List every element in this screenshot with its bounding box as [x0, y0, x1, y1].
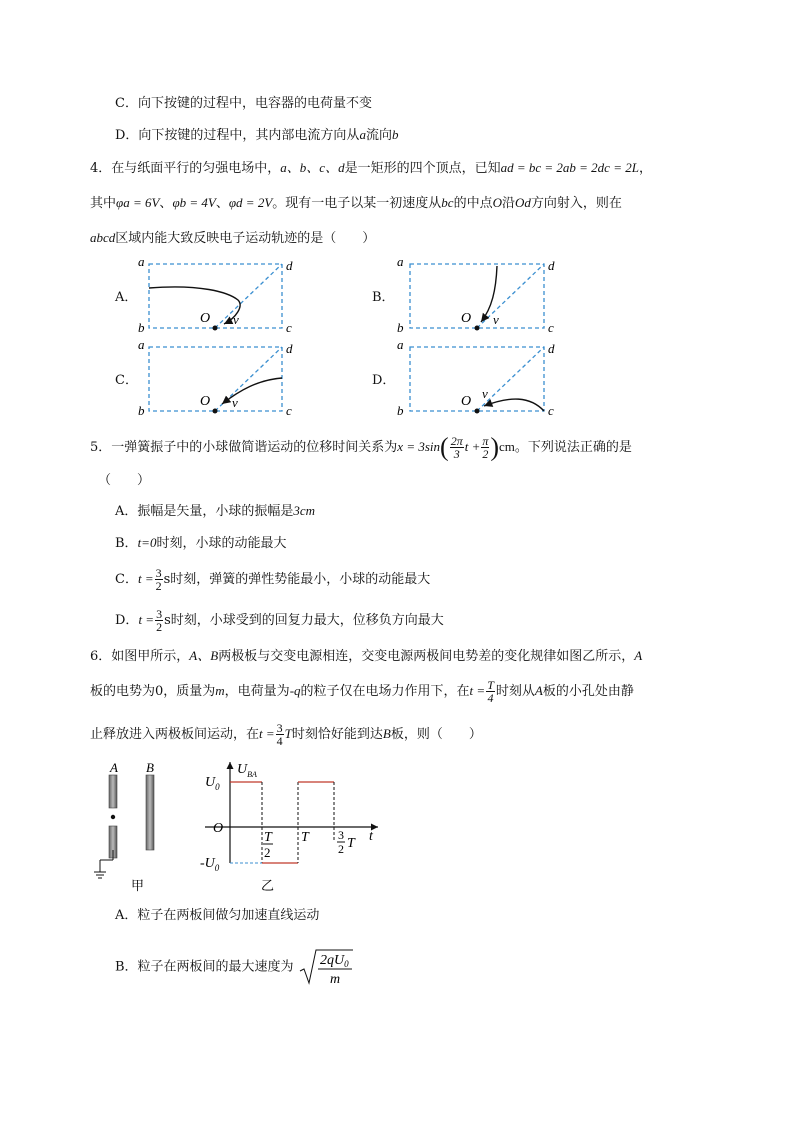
q5-eq-t: t + [464, 439, 481, 454]
q6-l3b: 时刻恰好能到达 [291, 727, 383, 742]
figure-yi-label: 乙 [261, 878, 275, 893]
vmax-den: m [329, 972, 340, 987]
q4-option-c-label[interactable]: C． [115, 373, 138, 388]
q6-frac-4b: 4 [276, 734, 283, 748]
q4-phi-d: φd = 2V [228, 195, 273, 210]
corner-d: d [286, 341, 293, 356]
q4-option-d-label[interactable]: D． [372, 373, 396, 388]
corner-b: b [138, 320, 145, 335]
q4-l2a: 其中 [90, 196, 117, 211]
q4-phi-a: φa = 6V [116, 195, 160, 210]
q6-l2a: 板的电势为0，质量为 [90, 684, 216, 699]
q5-frac1-den: 3 [453, 447, 460, 461]
q4-l2b: 。现有一电子以某一初速度从 [272, 196, 442, 211]
q6-option-a[interactable]: A．粒子在两板间做匀加速直线运动 [115, 908, 320, 923]
label-o: O [461, 311, 472, 326]
q4-l2e: 方向射入，则在 [530, 196, 622, 211]
q5-text1: 一弹簧振子中的小球做简谐运动的位移时间关系为 [111, 440, 398, 455]
plate-b-label: B [146, 760, 154, 775]
q6-l3a: 止释放进入两极板间运动，在 [90, 727, 260, 742]
q5-option-c-t: t = [137, 571, 154, 586]
label-o: O [461, 394, 472, 409]
q6-text1: 如图甲所示， [111, 649, 190, 664]
q6-teq2: t = [259, 726, 275, 741]
q6-l2c: 的粒子仅在电场力作用下，在 [300, 684, 470, 699]
q4-vars: a、b、c、d [280, 160, 345, 175]
corner-a: a [138, 254, 145, 269]
q6-line2 [90, 677, 634, 706]
q5-option-b-pre: B． [115, 536, 138, 551]
label-origin: O [213, 821, 224, 836]
corner-a: a [397, 254, 404, 269]
q4-text1: 在与纸面平行的匀强电场中， [111, 161, 281, 176]
q3-option-d-b: b [391, 127, 399, 142]
q4-abcd: abcd [90, 230, 116, 245]
q5-text2: 。下列说法正确的是 [514, 440, 632, 455]
q6-frac-T: T [487, 678, 494, 692]
tick-t2-den: 2 [264, 845, 271, 860]
label-v: v [493, 312, 499, 327]
q6-frac-3: 3 [276, 721, 283, 735]
label-o: O [200, 394, 211, 409]
corner-c: c [548, 320, 554, 335]
corner-b: b [397, 403, 404, 418]
q5-option-c-post: s时刻，弹簧的弹性势能最小，小球的动能最大 [163, 572, 431, 587]
q6-m: m [215, 683, 225, 698]
tick-3t2-den: 2 [338, 842, 344, 856]
q6-b: B [382, 726, 391, 741]
q5-option-d[interactable] [115, 607, 444, 634]
corner-d: d [286, 258, 293, 273]
q5-option-a[interactable] [115, 502, 315, 521]
q6-frac-4: 4 [487, 691, 494, 705]
q6-figure-yi [200, 762, 378, 893]
q5-d-frac-den: 2 [156, 620, 163, 634]
tick-t2-num: T [264, 830, 272, 845]
q4-l2c: 的中点 [453, 196, 493, 211]
q4-number: 4． [90, 161, 112, 176]
q6-line1 [90, 647, 642, 666]
corner-c: c [286, 403, 292, 418]
q5-option-a-text: A．振幅是矢量，小球的振幅是 [115, 504, 294, 519]
q3-option-c: C．向下按键的过程中，电容器的电荷量不变 [115, 96, 372, 111]
q4-bc: bc [441, 195, 454, 210]
q6-teq: t = [469, 683, 486, 698]
q6-minq: -q [289, 683, 301, 698]
q4-phi-b: φb = 4V [172, 195, 216, 210]
plate-a-top [109, 775, 117, 808]
q4-l3: 区域内能大致反映电子运动轨迹的是（ ） [115, 231, 376, 246]
tick-t: T [301, 830, 309, 845]
q5-option-b[interactable] [115, 534, 286, 553]
q4-l2d: 沿 [501, 196, 515, 211]
label-minus-u0: $-U_0$ [200, 856, 220, 873]
sqrt-expression [298, 947, 354, 987]
q4-text2: 是一矩形的四个顶点，已知 [344, 161, 501, 176]
q4-diagram-d [397, 337, 555, 418]
q5-option-b-t: t=0 [137, 535, 157, 550]
q4-option-a-label[interactable]: A． [115, 290, 138, 305]
q4-diagram-b [397, 254, 555, 335]
vmax-num: $2qU_0$ [319, 953, 349, 969]
q4-text3: ， [638, 161, 652, 176]
q5-eq-x: x = 3sin [397, 439, 441, 454]
q3-option-d-a: a [359, 127, 366, 142]
q5-d-frac-num: 3 [156, 607, 163, 621]
q4-trajectory-d [484, 399, 544, 411]
corner-d: d [548, 341, 555, 356]
corner-c: c [286, 320, 292, 335]
axis-t: t [369, 829, 373, 844]
label-v: v [482, 386, 488, 401]
q5-unit: cm [499, 439, 515, 454]
q5-option-d-post: s时刻，小球受到的回复力最大，位移负方向最大 [164, 613, 444, 628]
tick-3t2-num: 3 [338, 828, 344, 842]
label-v: v [233, 312, 239, 327]
q6-T: T [284, 726, 292, 741]
q6-a2: A [534, 683, 543, 698]
axis-uba: $U_{BA}$ [237, 762, 257, 779]
q6-line3 [90, 720, 482, 749]
q6-ab: A、B [189, 648, 219, 663]
label-u0: $U_0$ [205, 775, 220, 792]
corner-a: a [138, 337, 145, 352]
q5-option-c-pre: C． [115, 572, 138, 587]
q5-c-frac-den: 2 [155, 579, 162, 593]
q6-l2e: 板的小孔处由静 [542, 684, 634, 699]
q5-number: 5． [90, 440, 112, 455]
q6-l3c: 板，则（ ） [390, 727, 482, 742]
q6-figure-jia [94, 760, 154, 893]
q6-figures [0, 750, 794, 900]
q4-line2: 其中φa = 6V、φb = 4V、φd = 2V。现有一电子以某一初速度从bc的中点O沿Od方向射入，则在 [90, 195, 622, 211]
q3-option-d-text: D．向下按键的过程中，其内部电流方向从 [115, 128, 360, 143]
tick-3t2-t: T [347, 836, 355, 851]
q4-option-b-label[interactable]: B． [372, 290, 395, 305]
q6-option-b-text: B．粒子在两板间的最大速度为 [115, 959, 294, 975]
q4-diagrams [0, 0, 794, 430]
plate-a-label: A [110, 760, 118, 775]
corner-c: c [548, 403, 554, 418]
q4-diagram-a [138, 254, 293, 335]
label-o: O [200, 311, 211, 326]
q6-l2d: 时刻从 [495, 684, 535, 699]
q6-option-b[interactable] [115, 947, 354, 988]
corner-b: b [397, 320, 404, 335]
q6-l2b: ，电荷量为 [224, 684, 290, 699]
q5-frac1-num: 2π [450, 434, 463, 448]
q5-option-d-t: t = [138, 612, 155, 627]
figure-jia-label: 甲 [131, 878, 145, 893]
plate-b [146, 775, 154, 850]
q4-trajectory-c [222, 378, 282, 404]
corner-d: d [548, 258, 555, 273]
q3-option-d-mid: 流向 [365, 128, 392, 143]
q5-c-frac-num: 3 [155, 566, 162, 580]
q4-relation: ad = bc = 2ab = 2dc = 2L [500, 160, 639, 175]
corner-b: b [138, 403, 145, 418]
hole-dot [111, 815, 115, 819]
q4-diagram-c [138, 337, 293, 418]
corner-a: a [397, 337, 404, 352]
q4-od: Od [514, 195, 531, 210]
label-v: v [232, 395, 238, 410]
q5-option-a-val: 3cm [293, 503, 316, 518]
q6-a: A [634, 648, 643, 663]
q5-paren: （ ） [98, 473, 151, 488]
q5-frac2-den: 2 [482, 447, 489, 461]
q4-trajectory-a [149, 287, 240, 324]
q5-option-d-pre: D． [115, 613, 139, 628]
q5-line1: 5．一弹簧振子中的小球做简谐运动的位移时间关系为x = 3sin( $\frac{2\pi}{3}$ t + $\frac{\pi}{2}$ )cm。下列说法正确的是 [90, 432, 632, 462]
q4-o: O [492, 195, 502, 210]
q5-option-b-post: 时刻，小球的动能最大 [156, 536, 287, 551]
q5-option-c[interactable] [115, 566, 430, 593]
q5-frac2-num: π [482, 434, 489, 448]
q6-number: 6． [90, 649, 112, 664]
q6-text2: 两极板与交变电源相连，交变电源两极间电势差的变化规律如图乙所示， [218, 649, 635, 664]
